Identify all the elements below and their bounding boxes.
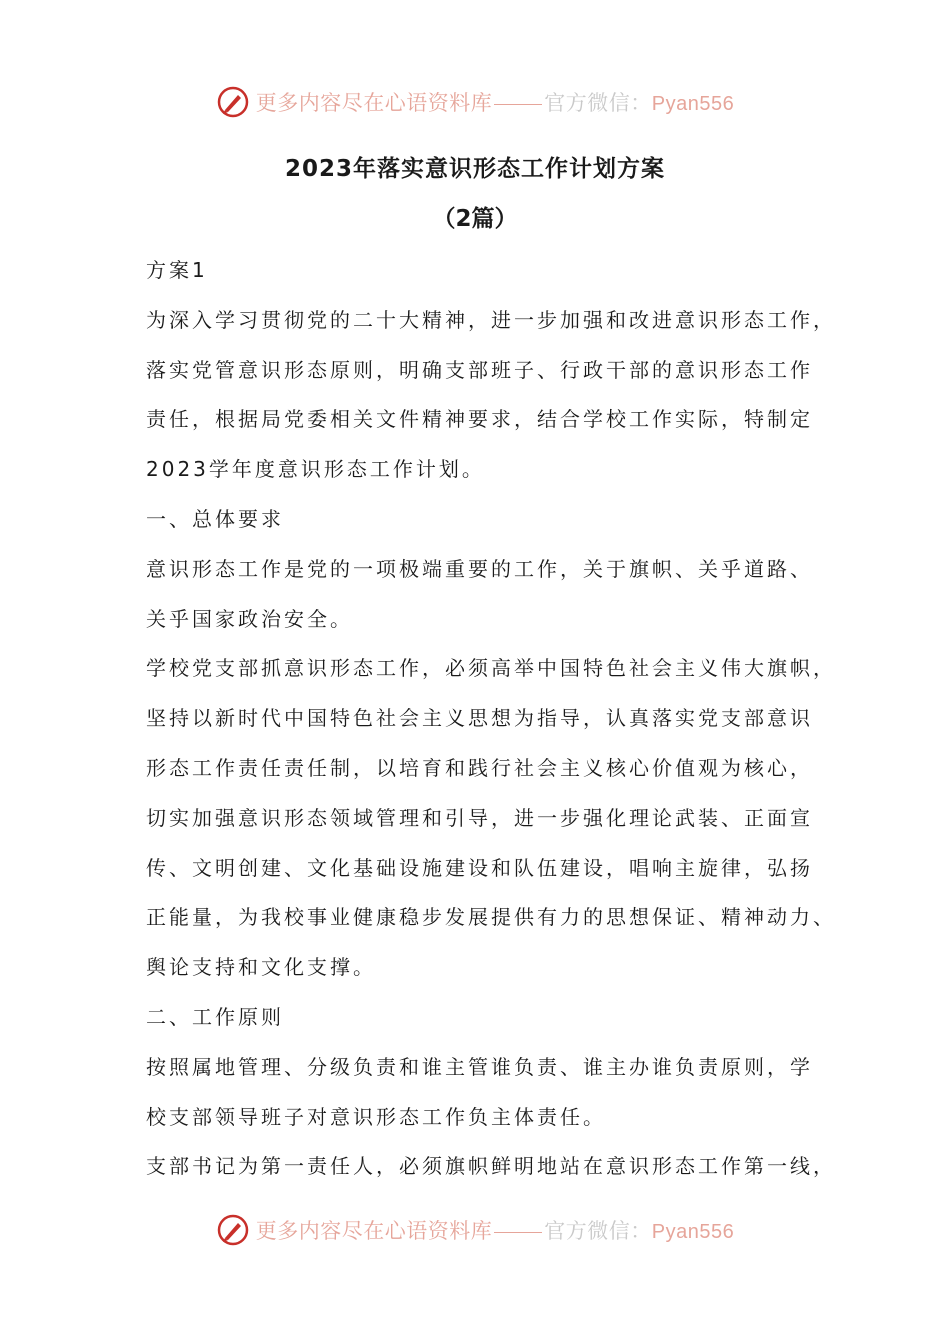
body-line: 为深入学习贯彻党的二十大精神，进一步加强和改进意识形态工作， [146,307,836,332]
body-line: 责任，根据局党委相关文件精神要求，结合学校工作实际，特制定 [146,407,813,432]
banner-text [256,1215,734,1245]
banner-dash [494,1232,542,1233]
banner-main-text: 更多内容尽在心语资料库 [255,1219,493,1243]
banner-text [256,87,734,117]
footer-banner [0,1210,950,1250]
body-line: 传、文明创建、文化基础设施建设和队伍建设，唱响主旋律，弘扬 [146,855,813,880]
banner-wechat-id: Pyan556 [651,93,735,115]
banner-wechat-label: 官方微信： [544,1219,652,1243]
section-heading: 一、总体要求 [146,506,284,531]
body-line: 意识形态工作是党的一项极端重要的工作，关于旗帜、关乎道路、 [146,556,813,581]
body-line: 支部书记为第一责任人，必须旗帜鲜明地站在意识形态工作第一线， [146,1154,836,1179]
banner-wechat-label: 官方微信： [544,91,652,115]
banner-main-text: 更多内容尽在心语资料库 [255,91,493,115]
banner-dash [494,104,542,105]
body-line: 校支部领导班子对意识形态工作负主体责任。 [146,1104,606,1129]
section-heading: 二、工作原则 [146,1004,284,1029]
body-line: 切实加强意识形态领域管理和引导，进一步强化理论武装、正面宣 [146,805,813,830]
pen-logo-icon [216,1213,250,1247]
document-title: 2023年落实意识形态工作计划方案 [284,156,665,182]
document-subtitle: （2篇） [432,206,518,232]
body-line: 舆论支持和文化支撑。 [146,955,376,980]
document-body [146,255,836,1201]
body-line: 按照属地管理、分级负责和谁主管谁负责、谁主办谁负责原则，学 [146,1054,813,1079]
body-line: 正能量，为我校事业健康稳步发展提供有力的思想保证、精神动力、 [146,905,836,930]
body-line: 形态工作责任责任制，以培育和践行社会主义核心价值观为核心， [146,755,813,780]
body-line: 学校党支部抓意识形态工作，必须高举中国特色社会主义伟大旗帜， [146,656,836,681]
header-banner [0,82,950,122]
body-line: 方案1 [146,258,208,282]
body-line: 关乎国家政治安全。 [146,606,353,631]
body-line: 2023学年度意识形态工作计划。 [146,457,485,482]
banner-wechat-id: Pyan556 [651,1221,735,1243]
pen-logo-icon [216,85,250,119]
body-line: 坚持以新时代中国特色社会主义思想为指导，认真落实党支部意识 [146,706,813,731]
body-line: 落实党管意识形态原则，明确支部班子、行政干部的意识形态工作 [146,357,813,382]
